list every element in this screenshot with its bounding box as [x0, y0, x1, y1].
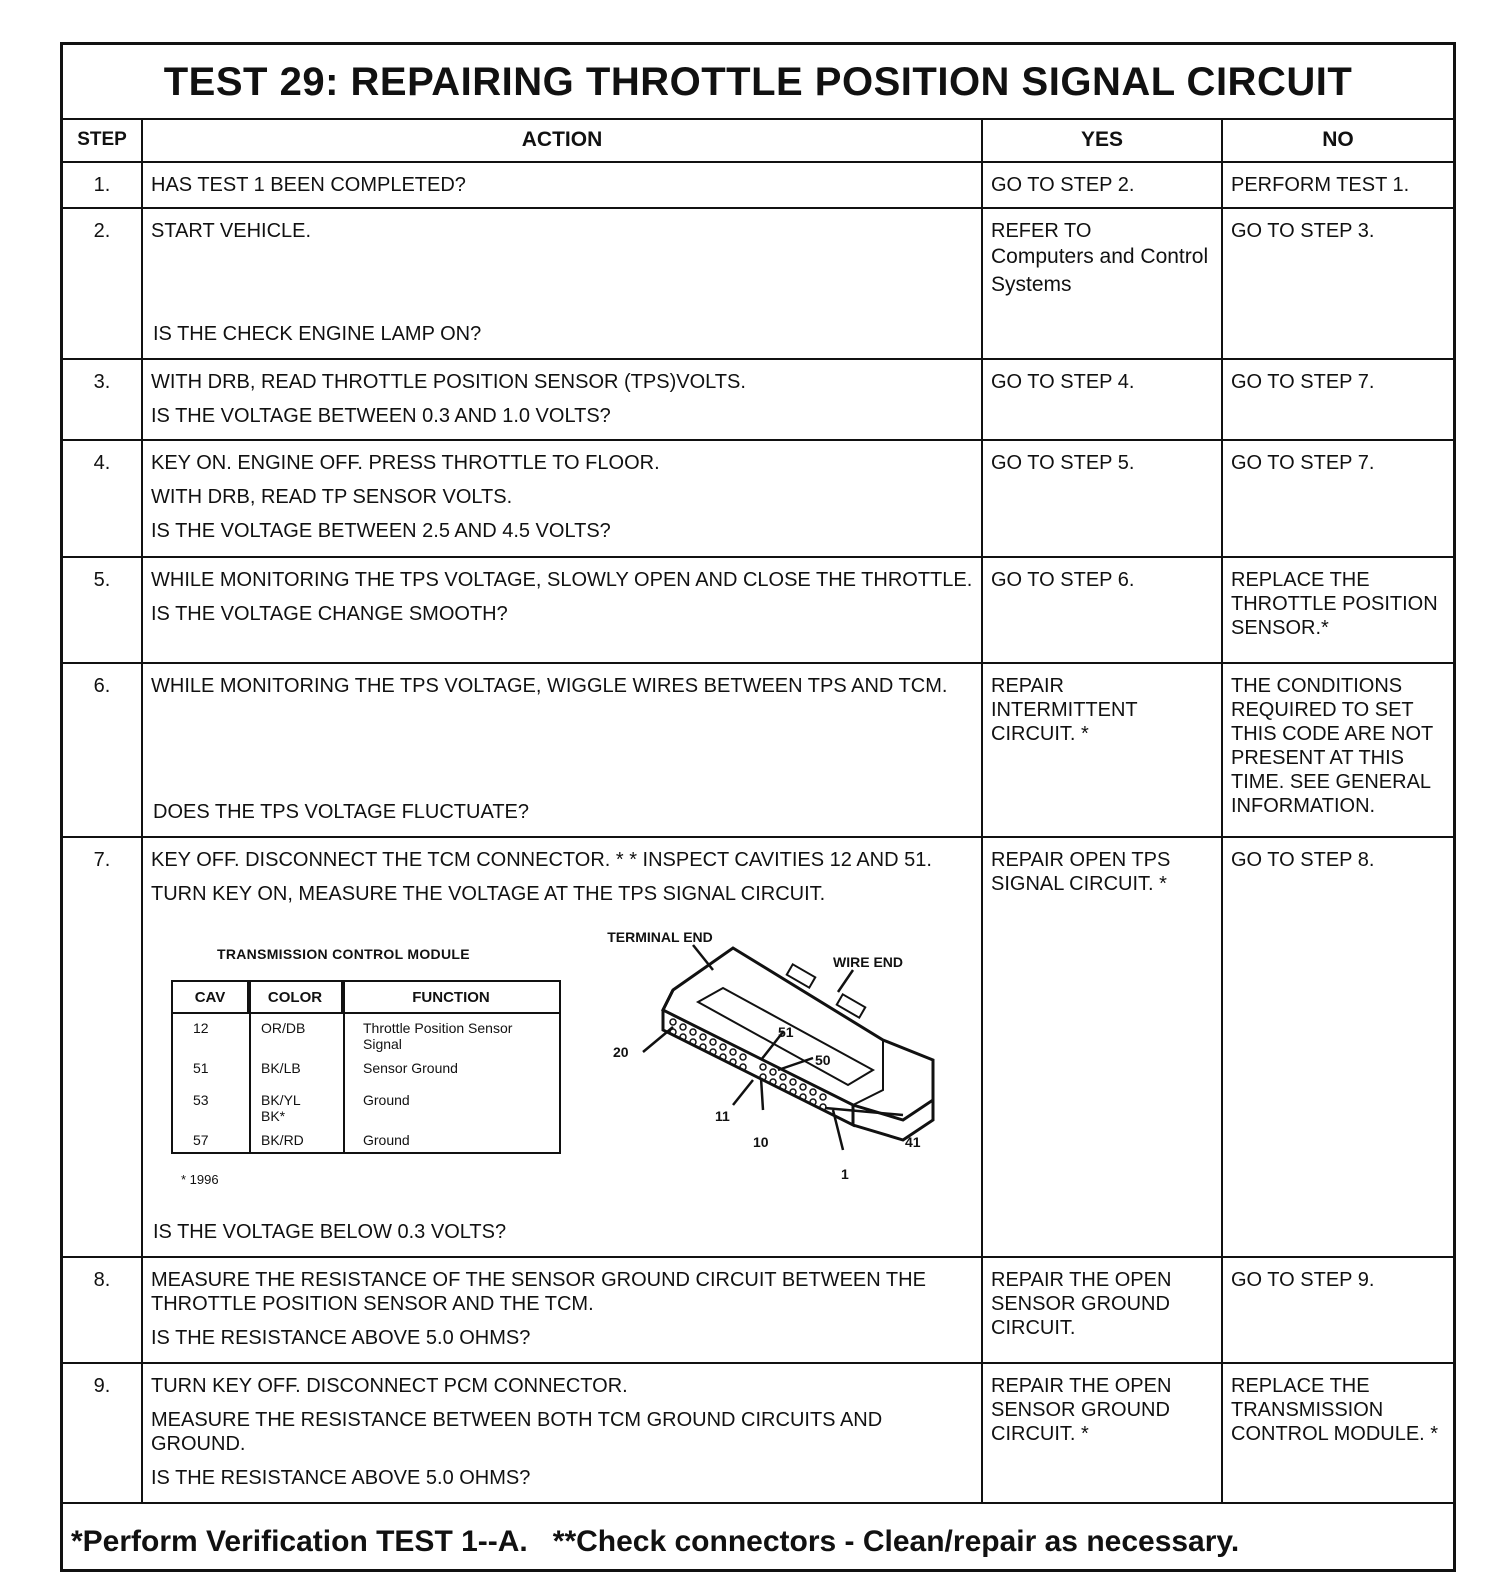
- table-row: [63, 360, 1453, 441]
- step-no: GO TO STEP 3.: [1231, 220, 1375, 242]
- tcm-column-divider: [249, 982, 251, 1152]
- step-action: [143, 441, 983, 556]
- step-action: [143, 558, 983, 662]
- step-yes: GO TO STEP 5.: [983, 441, 1223, 556]
- wire-end-label: WIRE END: [833, 954, 903, 970]
- step-no: GO TO STEP 7.: [1231, 371, 1375, 393]
- step-yes: REPAIR INTERMITTENT CIRCUIT. *: [983, 664, 1223, 836]
- tcm-footnote: * 1996: [181, 1172, 219, 1187]
- connector-diagram: [603, 930, 963, 1190]
- step-number: 4.: [63, 441, 143, 556]
- step-no: PERFORM TEST 1.: [1231, 174, 1410, 196]
- step-yes: GO TO STEP 6.: [983, 558, 1223, 662]
- yes-prefix: REFER TO: [991, 220, 1092, 242]
- table-row: [63, 163, 1453, 209]
- action-line: IS THE RESISTANCE ABOVE 5.0 OHMS?: [151, 1327, 531, 1349]
- pin-label: 51: [778, 1024, 794, 1040]
- pin-label: 11: [715, 1108, 730, 1124]
- tcm-cell-cav: 57: [193, 1132, 209, 1148]
- step-no: REPLACE THE TRANSMISSION CONTROL MODULE. *: [1231, 1375, 1439, 1445]
- action-line: KEY OFF. DISCONNECT THE TCM CONNECTOR. * * INSPECT CAVITIES 12 AND 51.: [151, 849, 932, 871]
- tcm-cell-color: OR/DB: [261, 1020, 306, 1036]
- step-action: [143, 163, 983, 207]
- pin-label: 50: [815, 1052, 831, 1068]
- step-no: GO TO STEP 7.: [1231, 452, 1375, 474]
- step-action: [143, 360, 983, 439]
- table-row: [63, 558, 1453, 664]
- test-sheet: [60, 42, 1456, 1572]
- step-no: GO TO STEP 8.: [1231, 849, 1375, 871]
- tcm-cell-function: Ground: [363, 1092, 410, 1108]
- tcm-cell-cav: 12: [193, 1020, 209, 1036]
- action-line: IS THE VOLTAGE BETWEEN 0.3 AND 1.0 VOLTS?: [151, 405, 611, 427]
- action-line: TURN KEY OFF. DISCONNECT PCM CONNECTOR.: [151, 1375, 628, 1397]
- step-number: 3.: [63, 360, 143, 439]
- step-action: [143, 1364, 983, 1502]
- table-row: [63, 441, 1453, 558]
- action-line: IS THE VOLTAGE CHANGE SMOOTH?: [151, 603, 508, 625]
- step-yes: GO TO STEP 4.: [983, 360, 1223, 439]
- step-yes: REPAIR THE OPEN SENSOR GROUND CIRCUIT.: [983, 1258, 1223, 1362]
- footer-note: *Perform Verification TEST 1--A. **Check connectors - Clean/repair as necessary.: [71, 1525, 1240, 1558]
- action-line: TURN KEY ON, MEASURE THE VOLTAGE AT THE TPS SIGNAL CIRCUIT.: [151, 883, 826, 905]
- step-action: [143, 209, 983, 358]
- tcm-cell-function: Ground: [363, 1132, 410, 1148]
- pin-label: 41: [905, 1134, 921, 1150]
- action-line: KEY ON. ENGINE OFF. PRESS THROTTLE TO FLOOR.: [151, 452, 660, 474]
- step-no: THE CONDITIONS REQUIRED TO SET THIS CODE ARE NOT PRESENT AT THIS TIME. SEE GENERAL INFORMATION.: [1231, 675, 1433, 817]
- step-yes: REPAIR OPEN TPS SIGNAL CIRCUIT. *: [983, 838, 1223, 1256]
- action-question: DOES THE TPS VOLTAGE FLUCTUATE?: [153, 801, 530, 823]
- action-question: IS THE VOLTAGE BELOW 0.3 VOLTS?: [153, 1221, 507, 1243]
- tcm-cell-function: Sensor Ground: [363, 1060, 458, 1076]
- step-number: 2.: [63, 209, 143, 358]
- tcm-cell-color: BK/LB: [261, 1060, 301, 1076]
- tcm-cell-color: BK/YL BK*: [261, 1092, 301, 1124]
- tcm-cell-function: Throttle Position Sensor Signal: [363, 1020, 513, 1052]
- header-no: NO: [1322, 128, 1354, 151]
- action-line: WITH DRB, READ THROTTLE POSITION SENSOR (TPS)VOLTS.: [151, 371, 746, 393]
- tcm-cell-cav: 53: [193, 1092, 209, 1108]
- action-question: IS THE CHECK ENGINE LAMP ON?: [153, 323, 482, 345]
- table-row: [63, 838, 1453, 1258]
- terminal-end-label: TERMINAL END: [607, 929, 713, 945]
- step-number: 6.: [63, 664, 143, 836]
- step-action: [143, 1258, 983, 1362]
- step-yes: GO TO STEP 2.: [983, 163, 1223, 207]
- tcm-column-divider: [343, 982, 345, 1152]
- step-action: [143, 838, 983, 1256]
- step-number: 9.: [63, 1364, 143, 1502]
- step-yes: REPAIR THE OPEN SENSOR GROUND CIRCUIT. *: [983, 1364, 1223, 1502]
- tcm-cell-color: BK/RD: [261, 1132, 304, 1148]
- step-number: 8.: [63, 1258, 143, 1362]
- table-header-row: [63, 120, 1453, 163]
- pin-label: 1: [841, 1166, 849, 1182]
- page-title: TEST 29: REPAIRING THROTTLE POSITION SIGNAL CIRCUIT: [63, 45, 1453, 120]
- header-action: ACTION: [143, 120, 983, 161]
- tcm-table-title: TRANSMISSION CONTROL MODULE: [217, 946, 470, 962]
- table-row: [63, 1258, 1453, 1364]
- table-row: [63, 209, 1453, 360]
- tcm-header-cav: CAV: [173, 982, 249, 1014]
- step-number: 7.: [63, 838, 143, 1256]
- action-line: MEASURE THE RESISTANCE OF THE SENSOR GROUND CIRCUIT BETWEEN THE THROTTLE POSITION SENSOR AND THE TCM.: [151, 1269, 926, 1315]
- action-line: IS THE RESISTANCE ABOVE 5.0 OHMS?: [151, 1467, 531, 1489]
- action-line: WHILE MONITORING THE TPS VOLTAGE, WIGGLE WIRES BETWEEN TPS AND TCM.: [151, 675, 948, 697]
- yes-reference: Computers and Control Systems: [991, 245, 1209, 296]
- step-action: [143, 664, 983, 836]
- step-yes: [983, 209, 1223, 358]
- action-line: MEASURE THE RESISTANCE BETWEEN BOTH TCM GROUND CIRCUITS AND GROUND.: [151, 1409, 883, 1455]
- step-no: GO TO STEP 9.: [1231, 1269, 1375, 1291]
- step-number: 5.: [63, 558, 143, 662]
- step-no: REPLACE THE THROTTLE POSITION SENSOR.*: [1231, 569, 1438, 639]
- tcm-pinout-table: [171, 980, 561, 1154]
- tcm-cell-cav: 51: [193, 1060, 209, 1076]
- action-line: WITH DRB, READ TP SENSOR VOLTS.: [151, 486, 513, 508]
- step-number: 1.: [63, 163, 143, 207]
- action-line: WHILE MONITORING THE TPS VOLTAGE, SLOWLY OPEN AND CLOSE THE THROTTLE.: [151, 569, 973, 591]
- action-line: HAS TEST 1 BEEN COMPLETED?: [151, 174, 466, 196]
- table-row: [63, 664, 1453, 838]
- tcm-header-function: FUNCTION: [343, 982, 559, 1014]
- header-yes: YES: [983, 120, 1223, 161]
- pin-label: 10: [753, 1134, 769, 1150]
- table-row: [63, 1364, 1453, 1504]
- tcm-header-color: COLOR: [249, 982, 343, 1014]
- action-line: IS THE VOLTAGE BETWEEN 2.5 AND 4.5 VOLTS?: [151, 520, 611, 542]
- pin-label: 20: [613, 1044, 629, 1060]
- action-line: START VEHICLE.: [151, 220, 312, 242]
- header-step: STEP: [63, 120, 143, 161]
